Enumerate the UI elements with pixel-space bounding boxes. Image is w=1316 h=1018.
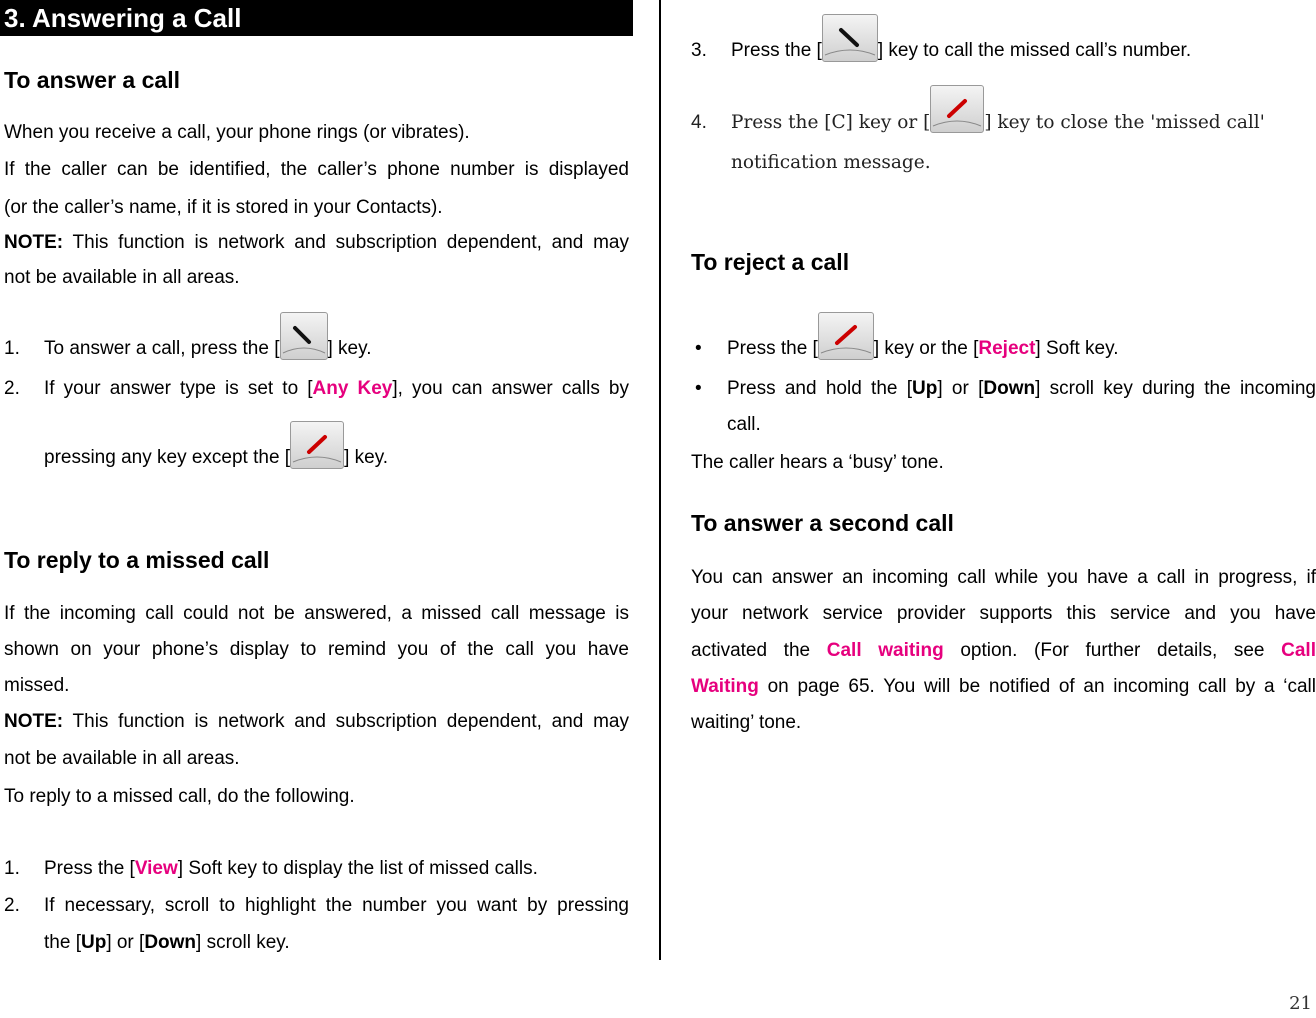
step-number: 2. [4,895,20,916]
missed-note-b: not be available in all areas. [4,748,240,769]
call-waiting-option: Call waiting [826,640,944,661]
reject-p: The caller hears a ‘busy’ tone. [691,452,944,473]
any-key-option: Any Key [312,378,393,399]
second-l3 [691,640,1316,662]
note-label: NOTE: [4,711,64,732]
missed-heading: To reply to a missed call [4,547,270,573]
second-l2: your network service provider supports this service and you have [691,603,1316,624]
bullet-text: Press the [ [727,338,818,359]
step-text: Press the [C] key or [ [731,112,931,133]
step-text-end: ] scroll key. [196,932,290,953]
step-text: To answer a call, press the [ [44,338,280,359]
end-key-icon [930,85,984,133]
answer-p2a: If the caller can be identified, the caller’s phone number is displayed [4,159,629,180]
step-number: 1. [4,338,20,359]
step-text: If necessary, scroll to highlight the number you want by pressing [44,895,629,916]
up-key-label: Up [912,378,938,399]
bullet: • [695,378,702,399]
step-text-mid: ] or [ [106,932,145,953]
bullet-text-mid: ] or [ [937,378,984,399]
step-text: Press the [ [731,40,822,61]
answer-p1: When you receive a call, your phone rings (or vibrates). [4,122,470,143]
call-waiting-link[interactable]: Waiting [691,676,759,697]
step-number: 4. [691,112,707,133]
note-label: NOTE: [4,232,64,253]
missed-step-2b [44,932,290,954]
page-number: 21 [1289,993,1312,1014]
second-call-heading: To answer a second call [691,510,954,536]
bullet-text-mid: ] key or the [ [873,338,979,359]
call-waiting-link[interactable]: Call [1281,640,1316,661]
step-number: 2. [4,378,20,399]
second-l1: You can answer an incoming call while you have a call in progress, if [691,567,1316,588]
answer-note [4,232,629,254]
text: option. (For further details, see [943,640,1282,661]
reject-heading: To reject a call [691,249,850,275]
note-text: This function is network and subscription dependent, and may [63,232,629,253]
text: on page 65. You will be notified of an incoming call by a ‘call [758,676,1316,697]
end-key-icon [818,312,874,360]
reject-softkey: Reject [978,338,1036,359]
note-text: This function is network and subscription dependent, and may [63,711,629,732]
step-text-end: ] Soft key to display the list of missed calls. [177,858,538,879]
bullet: • [695,338,702,359]
step-text: pressing any key except the [ [44,447,291,468]
answer-note-b: not be available in all areas. [4,267,240,288]
text: activated the [691,640,827,661]
step-number: 3. [691,40,707,61]
missed-p1c: missed. [4,675,70,696]
section-title: 3. Answering a Call [4,3,242,33]
send-key-icon [280,312,328,360]
missed-step-4b: notification message. [731,152,931,173]
answer-step-2b [44,447,388,469]
second-l4 [691,676,1316,698]
missed-p1a: If the incoming call could not be answered, a missed call message is [4,603,629,624]
bullet-text-end: ] scroll key during the incoming [1035,378,1316,399]
step-text: If your answer type is set to [ [44,378,313,399]
step-text: the [ [44,932,81,953]
down-key-label: Down [144,932,197,953]
missed-p1b: shown on your phone’s display to remind you of the call you have [4,639,629,660]
end-key-icon [290,421,344,469]
step-text-end: ], you can answer calls by [392,378,629,399]
bullet-text: Press and hold the [ [727,378,913,399]
send-key-icon [822,14,878,62]
reject-bullet-2b: call. [727,414,761,435]
step-text-end: ] key to close the 'missed call' [984,112,1265,133]
step-text-end: ] key. [344,447,389,468]
bullet-text-end: ] Soft key. [1035,338,1119,359]
step-text-end: ] key to call the missed call’s number. [877,40,1192,61]
step-text-end: ] key. [327,338,372,359]
missed-note [4,711,629,733]
down-key-label: Down [983,378,1036,399]
step-text: Press the [ [44,858,135,879]
up-key-label: Up [80,932,107,953]
answer-heading: To answer a call [4,67,180,93]
view-softkey: View [134,858,178,879]
missed-p2: To reply to a missed call, do the following. [4,786,355,807]
column-divider [659,0,661,960]
step-number: 1. [4,858,20,879]
second-l5: waiting’ tone. [691,712,802,733]
answer-p2b: (or the caller’s name, if it is stored in your Contacts). [4,197,443,218]
